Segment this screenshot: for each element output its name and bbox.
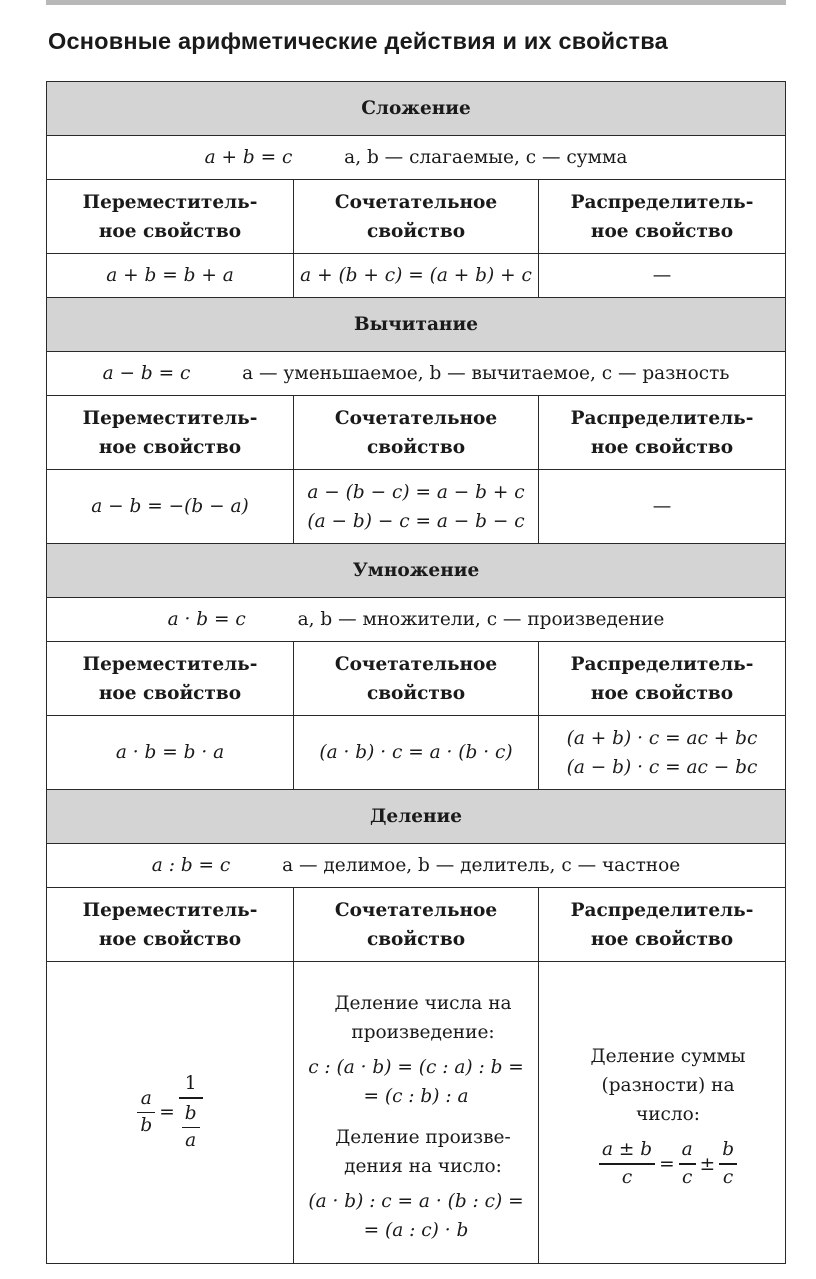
multiplication-formula-row (47, 716, 786, 790)
division-definition-row (47, 844, 786, 888)
division-commutative-cell: $\frac{a}{b}$ = $\frac{1}{\frac{b}{a}}$ (47, 962, 294, 1264)
division-header-row (47, 888, 786, 962)
division-rhs-fraction: $\frac{1}{\frac{b}{a}}$ (179, 1071, 203, 1154)
top-rule (46, 0, 786, 5)
addition-formula: a + b = c (204, 147, 293, 168)
addition-commutative-formula: a + b = b + a (47, 254, 294, 298)
division-formula-row (47, 962, 786, 1264)
multiplication-associative-formula: (a · b) · c = a · (b · c) (294, 716, 539, 790)
addition-formula-row (47, 254, 786, 298)
subtraction-title: Вычитание (47, 298, 786, 352)
division-formula: a : b = c (151, 855, 231, 876)
division-distributive-formula: $\frac{a \pm b}{c}$ = $\frac{a}{c}$ ± $\frac{b}{c}$ (551, 1137, 785, 1191)
subtraction-distributive-header: Распределитель- ное свойство (539, 396, 786, 470)
multiplication-definition: a, b — множители, c — произведение (297, 609, 665, 630)
division-distributive-cell: Деление суммы (разности) на число: $\frac{a \pm b}{c}$ = $\frac{a}{c}$ ± $\frac{b}{c}$ (539, 962, 786, 1264)
multiplication-section-header (47, 544, 786, 598)
addition-commutative-header: Переместитель- ное свойство (47, 180, 294, 254)
subtraction-distributive-dash: — (539, 470, 786, 544)
properties-table (46, 81, 786, 1264)
addition-distributive-header: Распределитель- ное свойство (539, 180, 786, 254)
subtraction-definition: a — уменьшаемое, b — вычитаемое, c — разность (242, 363, 730, 384)
division-section-header (47, 790, 786, 844)
multiplication-title: Умножение (47, 544, 786, 598)
addition-definition: a, b — слагаемые, c — сумма (344, 147, 628, 168)
subtraction-formula-row (47, 470, 786, 544)
multiplication-header-row (47, 642, 786, 716)
addition-section-header (47, 82, 786, 136)
multiplication-definition-row (47, 598, 786, 642)
subtraction-associative-header: Сочетательное свойство (294, 396, 539, 470)
multiplication-associative-header: Сочетательное свойство (294, 642, 539, 716)
division-lhs-fraction: $\frac{a}{b}$ (137, 1086, 155, 1140)
multiplication-commutative-header: Переместитель- ное свойство (47, 642, 294, 716)
addition-header-row (47, 180, 786, 254)
multiplication-distributive-formula: (a + b) · c = ac + bc (a − b) · c = ac − bc (539, 716, 786, 790)
subtraction-definition-row (47, 352, 786, 396)
page-title: Основные арифметические действия и их свойства (48, 28, 668, 54)
subtraction-header-row (47, 396, 786, 470)
division-definition: a — делимое, b — делитель, c — частное (282, 855, 681, 876)
subtraction-associative-formula: a − (b − c) = a − b + c (a − b) − c = a − b − c (294, 470, 539, 544)
addition-title: Сложение (47, 82, 786, 136)
division-title: Деление (47, 790, 786, 844)
multiplication-distributive-header: Распределитель- ное свойство (539, 642, 786, 716)
division-commutative-header: Переместитель- ное свойство (47, 888, 294, 962)
subtraction-commutative-header: Переместитель- ное свойство (47, 396, 294, 470)
subtraction-formula: a − b = c (102, 363, 191, 384)
subtraction-section-header (47, 298, 786, 352)
subtraction-commutative-formula: a − b = −(b − a) (47, 470, 294, 544)
addition-associative-header: Сочетательное свойство (294, 180, 539, 254)
addition-distributive-dash: — (539, 254, 786, 298)
addition-associative-formula: a + (b + c) = (a + b) + c (294, 254, 539, 298)
division-distributive-header: Распределитель- ное свойство (539, 888, 786, 962)
addition-definition-row (47, 136, 786, 180)
division-associative-cell: Деление числа на произведение: c : (a · b) = (c : a) : b = = (c : b) : a Деление произве- дения на число: (a · b) : c = a · (b : c) = = (a : c) · b (294, 962, 539, 1264)
multiplication-formula: a · b = c (167, 609, 246, 630)
multiplication-commutative-formula: a · b = b · a (47, 716, 294, 790)
division-associative-header: Сочетательное свойство (294, 888, 539, 962)
